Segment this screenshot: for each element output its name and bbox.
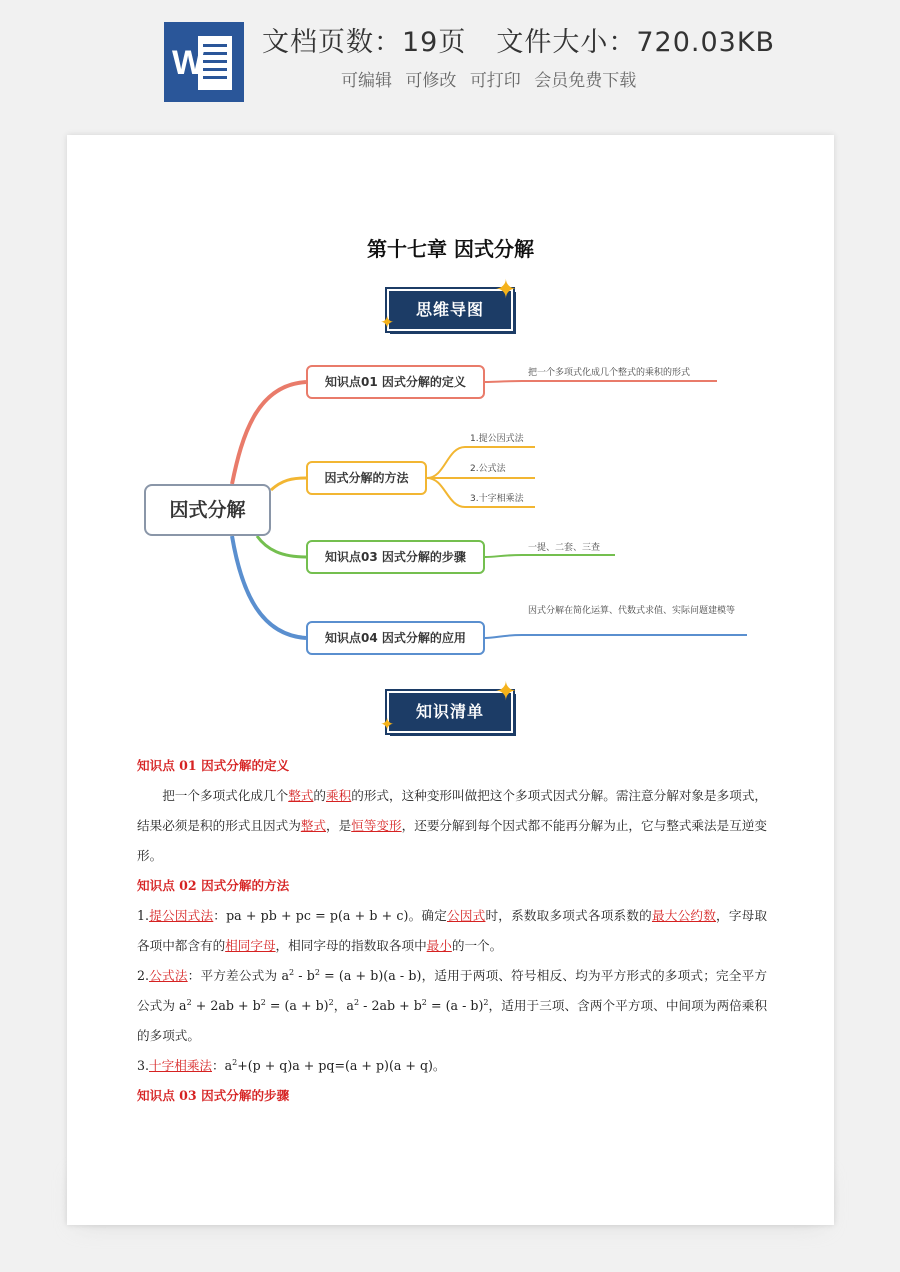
knowledge-list-banner-label: 知识清单 (415, 702, 484, 721)
leaf-line-branch3 (485, 555, 615, 557)
text-run: + 2ab + b (191, 998, 261, 1013)
text-run: ：平方差公式为 a (187, 968, 289, 983)
exponent: 2 (232, 1058, 238, 1067)
file-info-title (262, 20, 775, 59)
mindmap-leaf-method-3: 3.十字相乘法 (470, 494, 524, 504)
connector-branch2 (271, 478, 306, 490)
mindmap-center-node: 因式分解 (144, 484, 271, 536)
exponent: 2 (328, 998, 334, 1007)
exponent: 2 (289, 968, 295, 977)
text-run: ，是 (326, 818, 352, 833)
star-icon: ✦ (495, 275, 517, 305)
text-run: 1. (137, 908, 150, 923)
mindmap-banner-label: 思维导图 (415, 300, 484, 319)
star-icon: ✦ (495, 677, 517, 707)
word-icon-line (203, 68, 227, 71)
mindmap-branch-applications: 知识点04 因式分解的应用 (306, 621, 485, 655)
keyword-term: 乘积 (326, 788, 352, 803)
keyword-term: 最大公约数 (651, 908, 717, 923)
star-icon: ✦ (380, 313, 395, 333)
text-run: ，适用于三项、含两个平方项、中间项为两倍乘积的多项式。 (137, 998, 768, 1043)
exponent: 2 (314, 968, 320, 977)
text-run: 时，系数取多项式各项系数的 (485, 908, 652, 923)
page-count: 文档页数：19页 (262, 27, 467, 58)
keyword-term: 公因式 (447, 908, 486, 923)
mindmap-leaf-definition: 把一个多项式化成几个整式的乘积的形式 (528, 368, 691, 378)
text-run: ，a (333, 998, 354, 1013)
file-features (341, 66, 644, 91)
knowledge-content (137, 751, 767, 1111)
section-heading-methods: 知识点 02 因式分解的方法 (137, 878, 290, 893)
keyword-term: 整式 (288, 788, 314, 803)
text-run: +(p + q)a + pq=(a + p)(a + q)。 (237, 1058, 446, 1073)
paragraph-common-factor (137, 901, 767, 961)
exponent: 2 (186, 998, 192, 1007)
connector-branch3 (257, 536, 306, 557)
keyword-term: 整式 (300, 818, 327, 833)
word-icon-line (203, 76, 227, 79)
keyword-term: 十字相乘法 (149, 1058, 212, 1073)
feature-printable: 可打印 (469, 71, 521, 91)
text-run: ，相同字母的指数取各项中 (275, 938, 427, 953)
word-icon-line (203, 52, 227, 55)
keyword-term: 最小 (426, 938, 452, 953)
exponent: 2 (260, 998, 266, 1007)
text-run: 的形式，这种变形叫做把这个多项式因式分解。需注意分解对象是多项式，结果必须是积的形式且因式为 (137, 788, 768, 833)
section-heading-definition: 知识点 01 因式分解的定义 (137, 758, 290, 773)
text-run: 的一个。 (451, 938, 503, 953)
text-run: 的 (313, 788, 327, 803)
keyword-term: 相同字母 (225, 938, 276, 953)
mindmap-branch-steps: 知识点03 因式分解的步骤 (306, 540, 485, 574)
feature-modifiable: 可修改 (405, 71, 457, 91)
word-icon-line (203, 44, 227, 47)
word-icon-letter: W (172, 44, 205, 82)
text-run: ，字母取各项中都含有的 (137, 908, 768, 953)
leaf-line-branch4 (485, 635, 747, 638)
file-size: 文件大小：720.03KB (496, 27, 776, 58)
text-run: ，还要分解到每个因式都不能再分解为止，它与整式乘法是互逆变形。 (137, 818, 768, 863)
mindmap-leaf-method-1: 1.提公因式法 (470, 434, 524, 444)
mindmap-leaf-method-2: 2.公式法 (470, 464, 506, 474)
keyword-term: 恒等变形 (351, 818, 402, 833)
text-run: 2. (137, 968, 150, 983)
word-document-icon (164, 22, 244, 102)
keyword-term: 提公因式法 (149, 908, 214, 923)
mindmap-branch-definition: 知识点01 因式分解的定义 (306, 365, 485, 399)
download-header (0, 0, 900, 120)
text-run: - 2ab + b (359, 998, 422, 1013)
mindmap-leaf-applications: 因式分解在简化运算、代数式求值、实际问题建模等 (528, 606, 736, 616)
chapter-title: 第十七章 因式分解 (367, 237, 534, 261)
connector-branch4 (232, 536, 306, 638)
feature-editable: 可编辑 (341, 71, 392, 91)
star-icon: ✦ (380, 715, 395, 735)
text-run: = (a - b) (426, 998, 484, 1013)
text-run: ：a (212, 1058, 233, 1073)
text-run: ：pa + pb + pc = p(a + b + c)。确定 (213, 908, 448, 923)
text-run: 3. (137, 1058, 150, 1073)
section-heading-steps: 知识点 03 因式分解的步骤 (137, 1088, 290, 1103)
text-run: 把一个多项式化成几个 (162, 788, 289, 803)
exponent: 2 (421, 998, 427, 1007)
connector-branch1 (232, 382, 306, 484)
paragraph-formula-method (137, 961, 767, 1051)
mindmap-leaf-steps: 一提、二套、三查 (528, 543, 601, 553)
paragraph-definition (137, 781, 767, 871)
document-page (67, 135, 834, 1225)
feature-member-download: 会员免费下载 (534, 71, 637, 91)
mindmap (67, 135, 834, 695)
text-run: - b (294, 968, 315, 983)
word-icon-line (203, 60, 227, 63)
leaf-line-branch1 (485, 381, 717, 382)
exponent: 2 (483, 998, 489, 1007)
mindmap-branch-methods: 因式分解的方法 (306, 461, 427, 495)
text-run: = (a + b) (265, 998, 329, 1013)
keyword-term: 公式法 (149, 968, 188, 983)
exponent: 2 (353, 998, 360, 1007)
text-run: = (a + b)(a - b)，适用于两项、符号相反、均为平方形式的多项式；完全平方公式为 a (137, 968, 768, 1013)
paragraph-cross-method (137, 1051, 767, 1081)
